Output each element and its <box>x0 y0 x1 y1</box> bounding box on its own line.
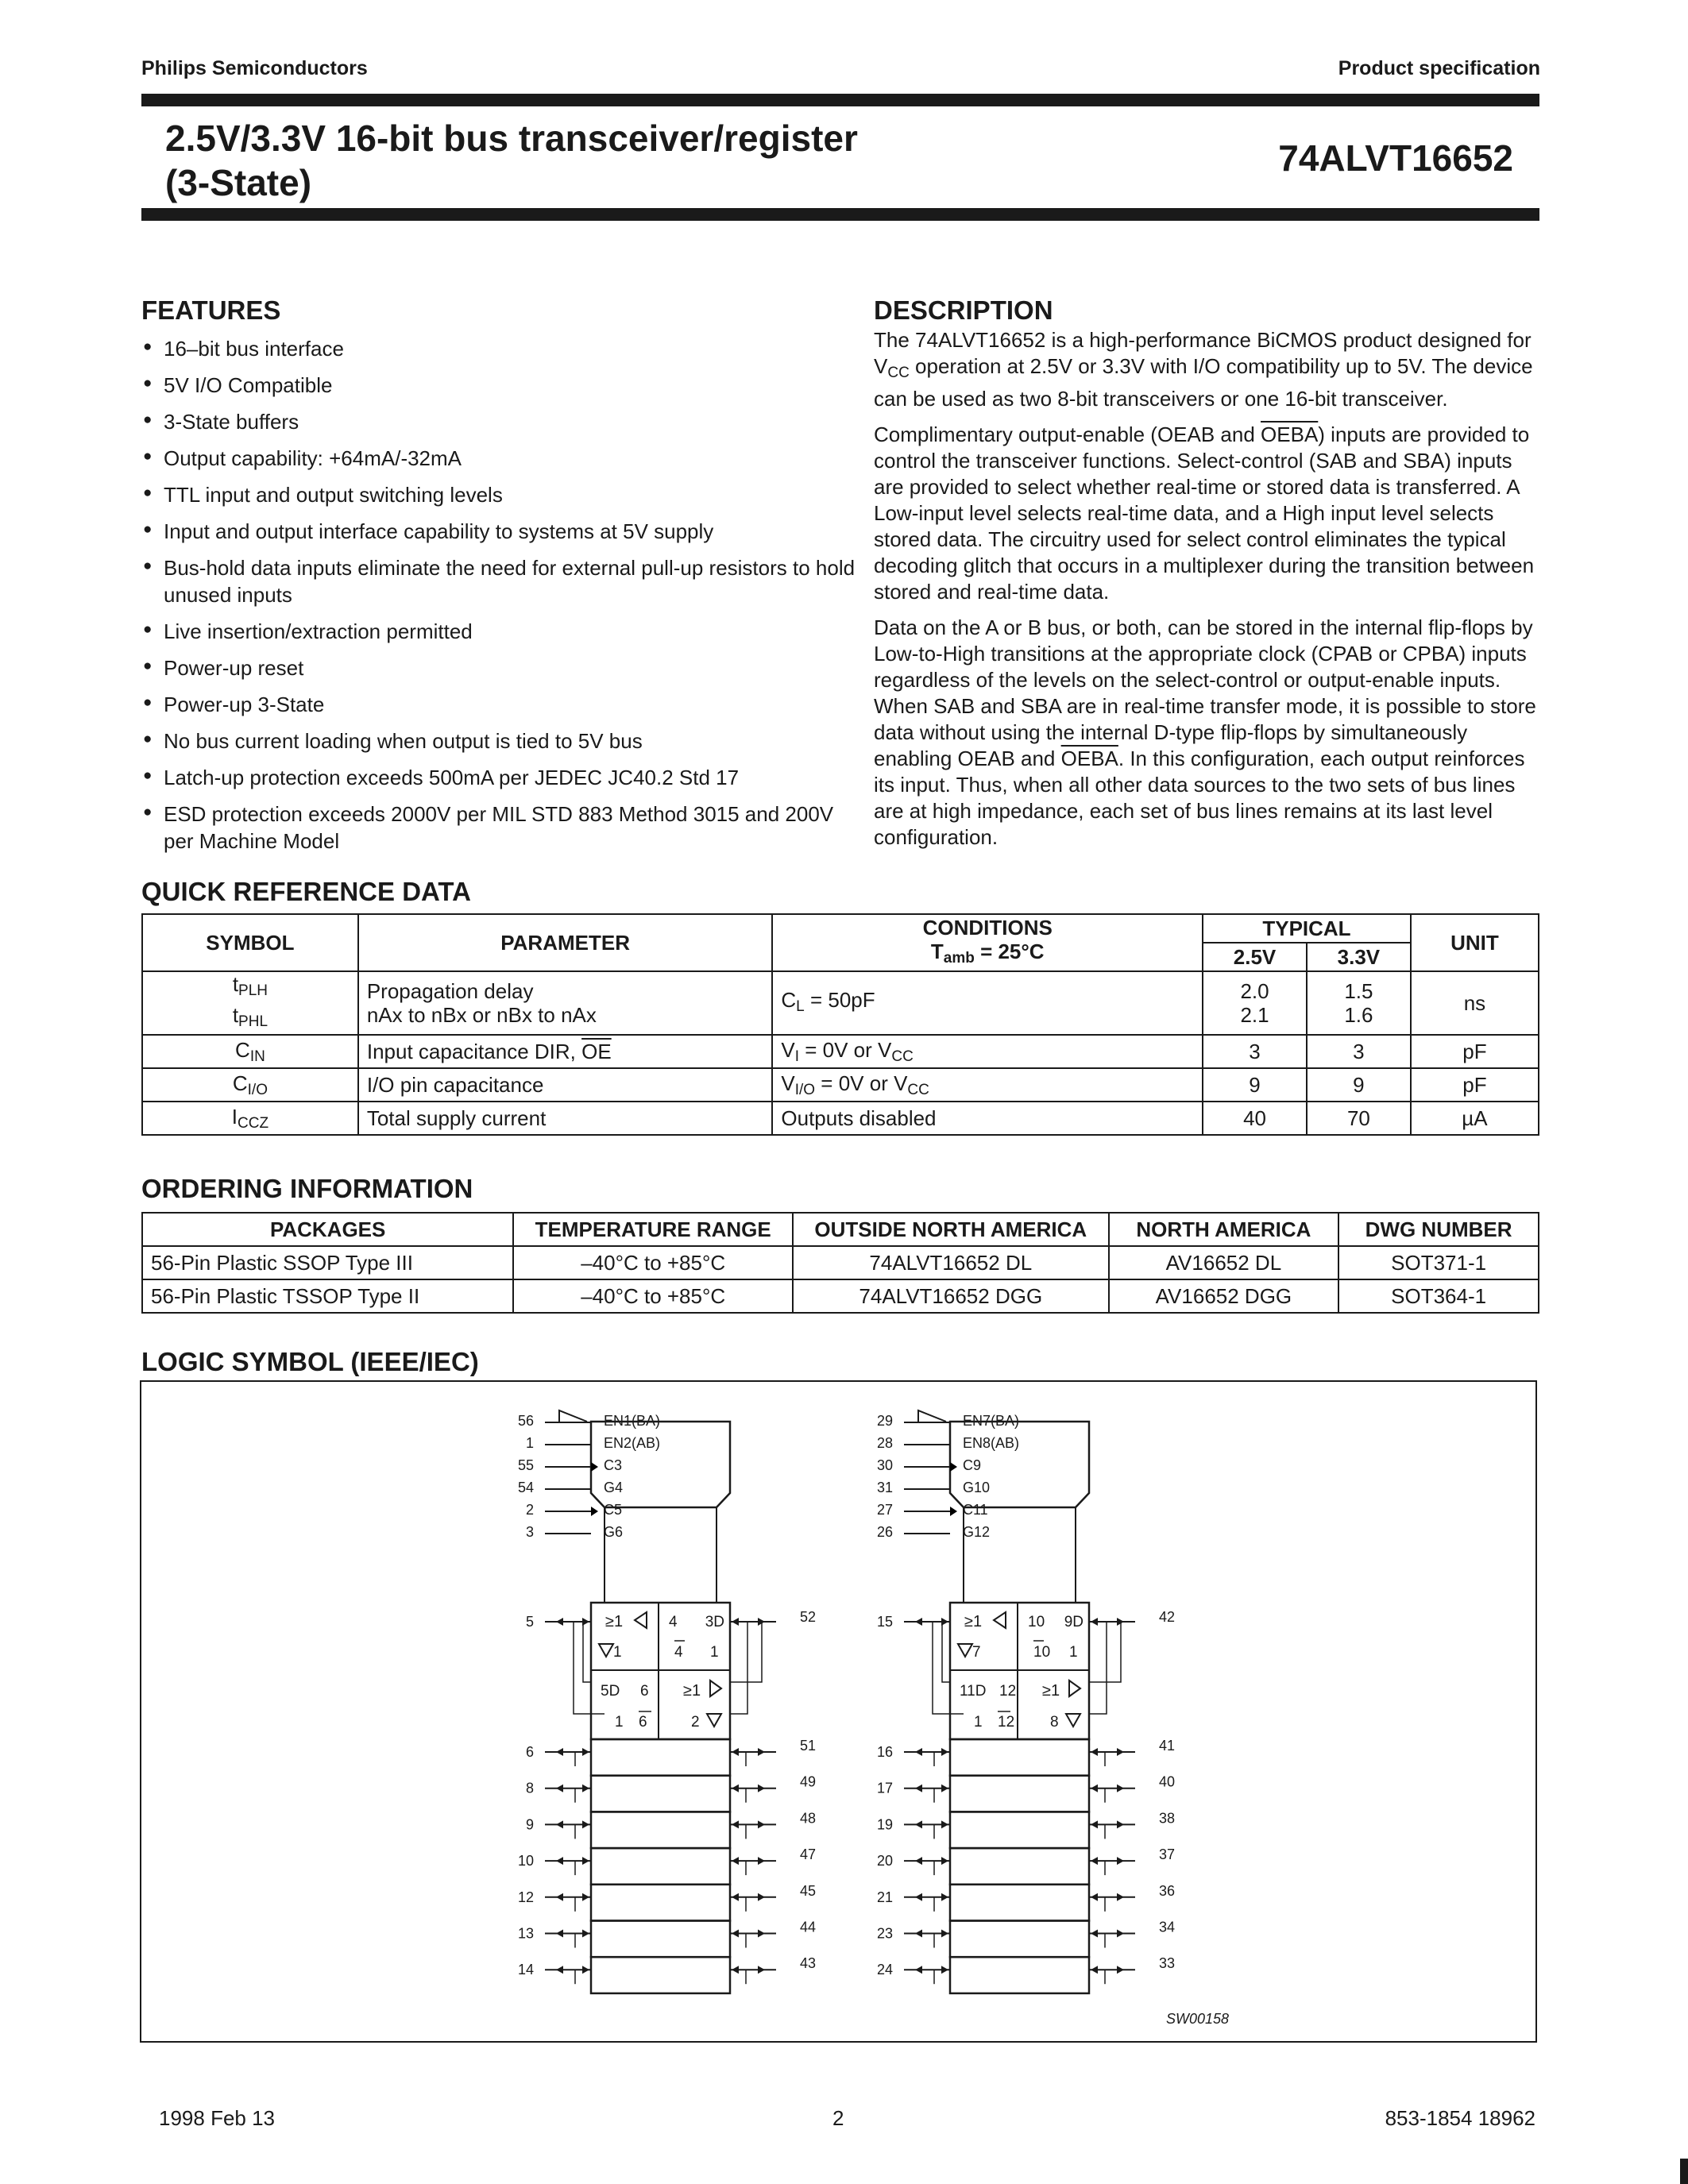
control-label: C5 <box>604 1502 623 1518</box>
arrowhead <box>582 1966 589 1974</box>
control-label: G6 <box>604 1524 624 1540</box>
feedback-wire <box>933 1622 964 1714</box>
quick-reference-heading: QUICK REFERENCE DATA <box>141 877 471 906</box>
cell-label: 3D <box>705 1614 724 1630</box>
io-cell <box>950 1921 1089 1958</box>
arrowhead <box>732 1857 739 1865</box>
io-cell <box>950 1812 1089 1848</box>
table-row: 56-Pin Plastic TSSOP Type II –40°C to +85°C 74ALVT16652 DGG AV16652 DGG SOT364-1 <box>142 1279 1539 1313</box>
arrowhead <box>941 1857 948 1865</box>
list-item: ● Power-up reset <box>143 654 858 681</box>
io-cell <box>950 1848 1089 1885</box>
arrowhead <box>732 1893 739 1901</box>
footer-document-code: 853-1854 18962 <box>1385 2106 1535 2130</box>
triangle-marker <box>958 1644 972 1657</box>
cell-label: 4 <box>669 1614 678 1630</box>
triangle-marker <box>710 1680 721 1696</box>
list-item: ● TTL input and output switching levels <box>143 481 858 508</box>
list-item: ● 16–bit bus interface <box>143 335 858 362</box>
feedback-wire <box>1089 1622 1107 1714</box>
arrowhead <box>556 1966 563 1974</box>
cell-label: 10 <box>1033 1644 1051 1661</box>
arrowhead <box>1091 1820 1098 1828</box>
col-conditions: CONDITIONS $T_{amb} = 25^\circ C$ <box>772 914 1203 971</box>
arrowhead <box>732 1748 739 1756</box>
control-label: C11 <box>963 1502 988 1518</box>
arrowhead <box>1091 1748 1098 1756</box>
ordering-table <box>141 1212 1539 1314</box>
part-number: 74ALVT16652 <box>1278 137 1513 179</box>
pin-number: 49 <box>800 1773 817 1790</box>
description-paragraph-3: Data on the A or B bus, or both, can be stored in the internal flip-flops by Low-to-High transitions at the appropriate clock (CPAB or CPBA) inputs regardless of the levels on the select-control or output-enable inputs. When SAB and SBA are in real-time transfer mode, it is possible to store data without using the internal D-type flip-flops by simultaneously enabling OEAB and OEBA. In this configuration, each output reinforces its input. Thus, when all other data sources to the two sets of bus lines are at high impedance, each set of bus lines remains at its last level configuration. <box>874 615 1536 849</box>
feedback-wire <box>730 1622 762 1682</box>
pin-number: 16 <box>876 1744 893 1760</box>
or-gate-label: ≥1 <box>964 1613 983 1630</box>
arrowhead <box>732 1966 739 1974</box>
enable-marker <box>559 1410 587 1422</box>
col-unit: UNIT <box>1411 914 1539 971</box>
io-cell <box>591 1885 730 1921</box>
pin-number: 15 <box>876 1614 893 1630</box>
arrowhead <box>941 1820 948 1828</box>
pin-number: 30 <box>876 1457 893 1473</box>
pin-number: 36 <box>1159 1882 1176 1899</box>
arrowhead <box>758 1820 765 1828</box>
col-parameter: PARAMETER <box>358 914 773 971</box>
pin-number: 47 <box>800 1846 817 1863</box>
ordering-heading: ORDERING INFORMATION <box>141 1174 473 1203</box>
pin-number: 10 <box>517 1853 534 1870</box>
arrowhead <box>556 1618 563 1626</box>
arrowhead <box>915 1857 922 1865</box>
arrowhead <box>1117 1930 1124 1938</box>
arrowhead <box>1117 1966 1124 1974</box>
pin-number: 3 <box>525 1524 534 1540</box>
title-line-2: (3-State) <box>165 162 312 203</box>
arrowhead <box>941 1748 948 1756</box>
arrowhead <box>1091 1857 1098 1865</box>
triangle-marker <box>635 1612 647 1628</box>
table-row: $C_{IN}$ Input capacitance DIR, $\overline{OE}$ $V_I = 0V$ or $V_{CC}$ 3 3 pF <box>142 1035 1539 1068</box>
drawing-id: SW00158 <box>1166 2011 1230 2027</box>
arrowhead <box>556 1930 563 1938</box>
company-name: Philips Semiconductors <box>141 57 368 79</box>
pin-number: 29 <box>876 1413 893 1429</box>
feedback-wire <box>1089 1622 1121 1682</box>
clock-marker <box>950 1462 957 1472</box>
pin-number: 55 <box>517 1457 534 1473</box>
feedback-wire <box>574 1622 605 1714</box>
col-3v3: 3.3V <box>1307 943 1411 971</box>
arrowhead <box>758 1785 765 1792</box>
header-rule-top <box>141 94 1539 106</box>
arrowhead <box>732 1930 739 1938</box>
feedback-wire <box>730 1622 747 1714</box>
cell-label: 12 <box>998 1714 1015 1731</box>
pin-number: 14 <box>517 1962 534 1978</box>
arrowhead <box>915 1966 922 1974</box>
list-item: ● ESD protection exceeds 2000V per MIL STD 883 Method 3015 and 200V per Machine Model <box>143 801 858 855</box>
arrowhead <box>1117 1857 1124 1865</box>
cell-label: 1 <box>974 1714 983 1731</box>
ordering-header-row: PACKAGES TEMPERATURE RANGE OUTSIDE NORTH AMERICA NORTH AMERICA DWG NUMBER <box>142 1213 1539 1246</box>
description-body <box>874 327 1541 860</box>
triangle-marker <box>1066 1714 1080 1727</box>
logic-symbol-heading: LOGIC SYMBOL (IEEE/IEC) <box>141 1347 479 1376</box>
footer-date: 1998 Feb 13 <box>159 2106 276 2130</box>
cell-label: 6 <box>640 1683 649 1700</box>
arrowhead <box>582 1857 589 1865</box>
clock-marker <box>591 1462 598 1472</box>
triangle-marker <box>994 1612 1006 1628</box>
arrowhead <box>915 1820 922 1828</box>
features-list <box>143 335 858 864</box>
cell-label: 1 <box>1069 1644 1078 1661</box>
arrowhead <box>556 1748 563 1756</box>
page-title <box>165 116 858 205</box>
description-paragraph-2: Complimentary output-enable (OEAB and OEBA) inputs are provided to control the transceiver functions. Select-control (SAB and SBA) inputs are provided to select whether real-time or stored data is transferred. A Low-input level selects real-time data, and a High input level selects stored data. The circuitry used for select control eliminates the typical decoding glitch that occurs in a multiplexer during the transition between stored and real-time data. <box>874 423 1535 604</box>
pin-number: 43 <box>800 1955 817 1972</box>
io-cell <box>950 1739 1089 1776</box>
arrowhead <box>915 1618 922 1626</box>
enable-marker <box>918 1410 946 1422</box>
control-label: G10 <box>963 1480 991 1495</box>
pin-number: 13 <box>517 1925 534 1942</box>
io-cell <box>591 1812 730 1848</box>
cell-label: 2 <box>691 1714 700 1731</box>
arrowhead <box>556 1785 563 1792</box>
arrowhead <box>732 1820 739 1828</box>
table-row: $t_{PLH}$ $t_{PHL}$ Propagation delay nAx to nBx or nBx to nAx $C_L = 50pF$ 2.0 2.1 1.5 1.6 ns <box>142 971 1539 1035</box>
arrowhead <box>941 1785 948 1792</box>
pin-number: 23 <box>876 1925 893 1942</box>
list-item: ● 5V I/O Compatible <box>143 372 858 399</box>
io-cell <box>591 1848 730 1885</box>
arrowhead <box>732 1618 739 1626</box>
control-label: C3 <box>604 1457 623 1473</box>
cell-label: 7 <box>972 1644 981 1661</box>
io-cell <box>591 1739 730 1776</box>
or-gate-label: ≥1 <box>605 1613 624 1630</box>
arrowhead <box>582 1893 589 1901</box>
description-heading: DESCRIPTION <box>874 295 1053 325</box>
arrowhead <box>941 1893 948 1901</box>
pin-number: 31 <box>876 1480 893 1495</box>
pin-number: 54 <box>517 1480 534 1495</box>
pin-number: 2 <box>525 1502 534 1518</box>
io-cell <box>591 1921 730 1958</box>
pin-number: 6 <box>525 1744 534 1760</box>
arrowhead <box>1091 1930 1098 1938</box>
list-item: ● No bus current loading when output is tied to 5V bus <box>143 727 858 754</box>
pin-number: 19 <box>876 1816 893 1833</box>
list-item: ● Input and output interface capability to systems at 5V supply <box>143 518 858 545</box>
arrowhead <box>582 1820 589 1828</box>
cell-label: 10 <box>1028 1614 1045 1630</box>
pin-number: 28 <box>876 1435 893 1451</box>
list-item: ● Bus-hold data inputs eliminate the need for external pull-up resistors to hold unused inputs <box>143 554 858 608</box>
pin-number: 38 <box>1159 1810 1176 1827</box>
arrowhead <box>1091 1966 1098 1974</box>
triangle-marker <box>707 1714 721 1727</box>
arrowhead <box>1117 1748 1124 1756</box>
arrowhead <box>556 1820 563 1828</box>
arrowhead <box>758 1893 765 1901</box>
arrowhead <box>556 1857 563 1865</box>
control-label: EN2(AB) <box>604 1435 661 1451</box>
document-type: Product specification <box>1338 57 1540 79</box>
list-item: ● Power-up 3-State <box>143 691 858 718</box>
col-typical: TYPICAL <box>1203 914 1411 943</box>
pin-number: 41 <box>1159 1738 1176 1754</box>
cell-label: 8 <box>1050 1714 1059 1731</box>
pin-number: 45 <box>800 1882 817 1899</box>
cell-label: 1 <box>710 1644 719 1661</box>
cell-label: 4 <box>674 1644 683 1661</box>
table-row: 56-Pin Plastic SSOP Type III –40°C to +85°C 74ALVT16652 DL AV16652 DL SOT371-1 <box>142 1246 1539 1279</box>
cell-label: 1 <box>615 1714 624 1731</box>
feedback-wire <box>942 1622 950 1682</box>
table-row: $C_{I/O}$ I/O pin capacitance $V_{I/O} = 0V$ or $V_{CC}$ 9 9 pF <box>142 1068 1539 1102</box>
control-label: G12 <box>963 1524 991 1540</box>
arrowhead <box>758 1930 765 1938</box>
list-item: ● 3-State buffers <box>143 408 858 435</box>
col-2v5: 2.5V <box>1203 943 1307 971</box>
clock-marker <box>950 1507 957 1516</box>
pin-number: 21 <box>876 1889 893 1905</box>
pin-number: 27 <box>876 1502 893 1518</box>
list-item: ● Output capability: +64mA/-32mA <box>143 445 858 472</box>
arrowhead <box>1117 1785 1124 1792</box>
pin-number: 17 <box>876 1780 893 1796</box>
triangle-marker <box>1069 1680 1080 1696</box>
arrowhead <box>1091 1893 1098 1901</box>
features-heading: FEATURES <box>141 295 281 325</box>
arrowhead <box>582 1930 589 1938</box>
control-label: EN8(AB) <box>963 1435 1020 1451</box>
io-cell <box>591 1957 730 1993</box>
io-cell <box>950 1885 1089 1921</box>
pin-number: 5 <box>525 1614 534 1630</box>
pin-number: 26 <box>876 1524 893 1540</box>
io-cell <box>591 1776 730 1812</box>
cell-label: 1 <box>613 1644 622 1661</box>
cell-label: 11D <box>960 1683 987 1700</box>
col-symbol: SYMBOL <box>142 914 358 971</box>
arrowhead <box>1117 1820 1124 1828</box>
clock-marker <box>591 1507 598 1516</box>
arrowhead <box>941 1930 948 1938</box>
header-rule-bottom <box>141 208 1539 221</box>
arrowhead <box>1117 1893 1124 1901</box>
footer-page-number: 2 <box>832 2106 844 2130</box>
io-cell <box>950 1776 1089 1812</box>
arrowhead <box>915 1748 922 1756</box>
pin-number: 1 <box>525 1435 534 1451</box>
quick-reference-table <box>141 913 1539 1136</box>
pin-number: 8 <box>525 1780 534 1796</box>
control-label: C9 <box>963 1457 982 1473</box>
pin-number: 37 <box>1159 1846 1176 1863</box>
arrowhead <box>941 1966 948 1974</box>
pin-number: 42 <box>1159 1609 1176 1625</box>
pin-number: 24 <box>876 1962 893 1978</box>
pin-number: 51 <box>800 1738 817 1754</box>
arrowhead <box>582 1748 589 1756</box>
logic-symbol-diagram <box>141 1382 1535 2041</box>
arrowhead <box>1091 1618 1098 1626</box>
table-row: $I_{CCZ}$ Total supply current Outputs disabled 40 70 µA <box>142 1102 1539 1135</box>
triangle-marker <box>599 1644 613 1657</box>
pin-number: 48 <box>800 1810 817 1827</box>
arrowhead <box>915 1893 922 1901</box>
cell-label: 12 <box>999 1683 1017 1700</box>
pin-number: 9 <box>525 1816 534 1833</box>
arrowhead <box>582 1785 589 1792</box>
cell-label: 6 <box>639 1714 647 1731</box>
crop-mark <box>1680 2159 1688 2184</box>
pin-number: 40 <box>1159 1773 1176 1790</box>
arrowhead <box>915 1930 922 1938</box>
pin-number: 20 <box>876 1853 893 1870</box>
cell-label: 9D <box>1064 1614 1083 1630</box>
pin-number: 44 <box>800 1919 817 1935</box>
arrowhead <box>732 1785 739 1792</box>
feedback-wire <box>583 1622 591 1682</box>
arrowhead <box>758 1748 765 1756</box>
pin-number: 52 <box>800 1609 817 1625</box>
or-gate-label: ≥1 <box>683 1682 701 1700</box>
list-item: ● Live insertion/extraction permitted <box>143 618 858 645</box>
title-line-1: 2.5V/3.3V 16-bit bus transceiver/register <box>165 118 858 159</box>
cell-label: 5D <box>601 1683 620 1700</box>
arrowhead <box>758 1857 765 1865</box>
description-paragraph-1: The 74ALVT16652 is a high-performance BiCMOS product designed for $V_{CC}$ operation at 2.5V or 3.3V with I/O compatibility up to 5V. The device can be used as two 8-bit transceivers or one 16-bit transceiver. <box>874 328 1533 411</box>
table-header-row <box>142 914 1539 943</box>
control-label: EN7(BA) <box>963 1413 1020 1429</box>
io-cell <box>950 1957 1089 1993</box>
logic-symbol-frame <box>140 1380 1537 2043</box>
arrowhead <box>1091 1785 1098 1792</box>
pin-number: 12 <box>517 1889 534 1905</box>
arrowhead <box>758 1966 765 1974</box>
pin-number: 34 <box>1159 1919 1176 1935</box>
control-label: G4 <box>604 1480 624 1495</box>
list-item: ● Latch-up protection exceeds 500mA per JEDEC JC40.2 Std 17 <box>143 764 858 791</box>
arrowhead <box>556 1893 563 1901</box>
or-gate-label: ≥1 <box>1042 1682 1060 1700</box>
arrowhead <box>915 1785 922 1792</box>
pin-number: 56 <box>517 1413 534 1429</box>
pin-number: 33 <box>1159 1955 1176 1972</box>
control-label: EN1(BA) <box>604 1413 661 1429</box>
